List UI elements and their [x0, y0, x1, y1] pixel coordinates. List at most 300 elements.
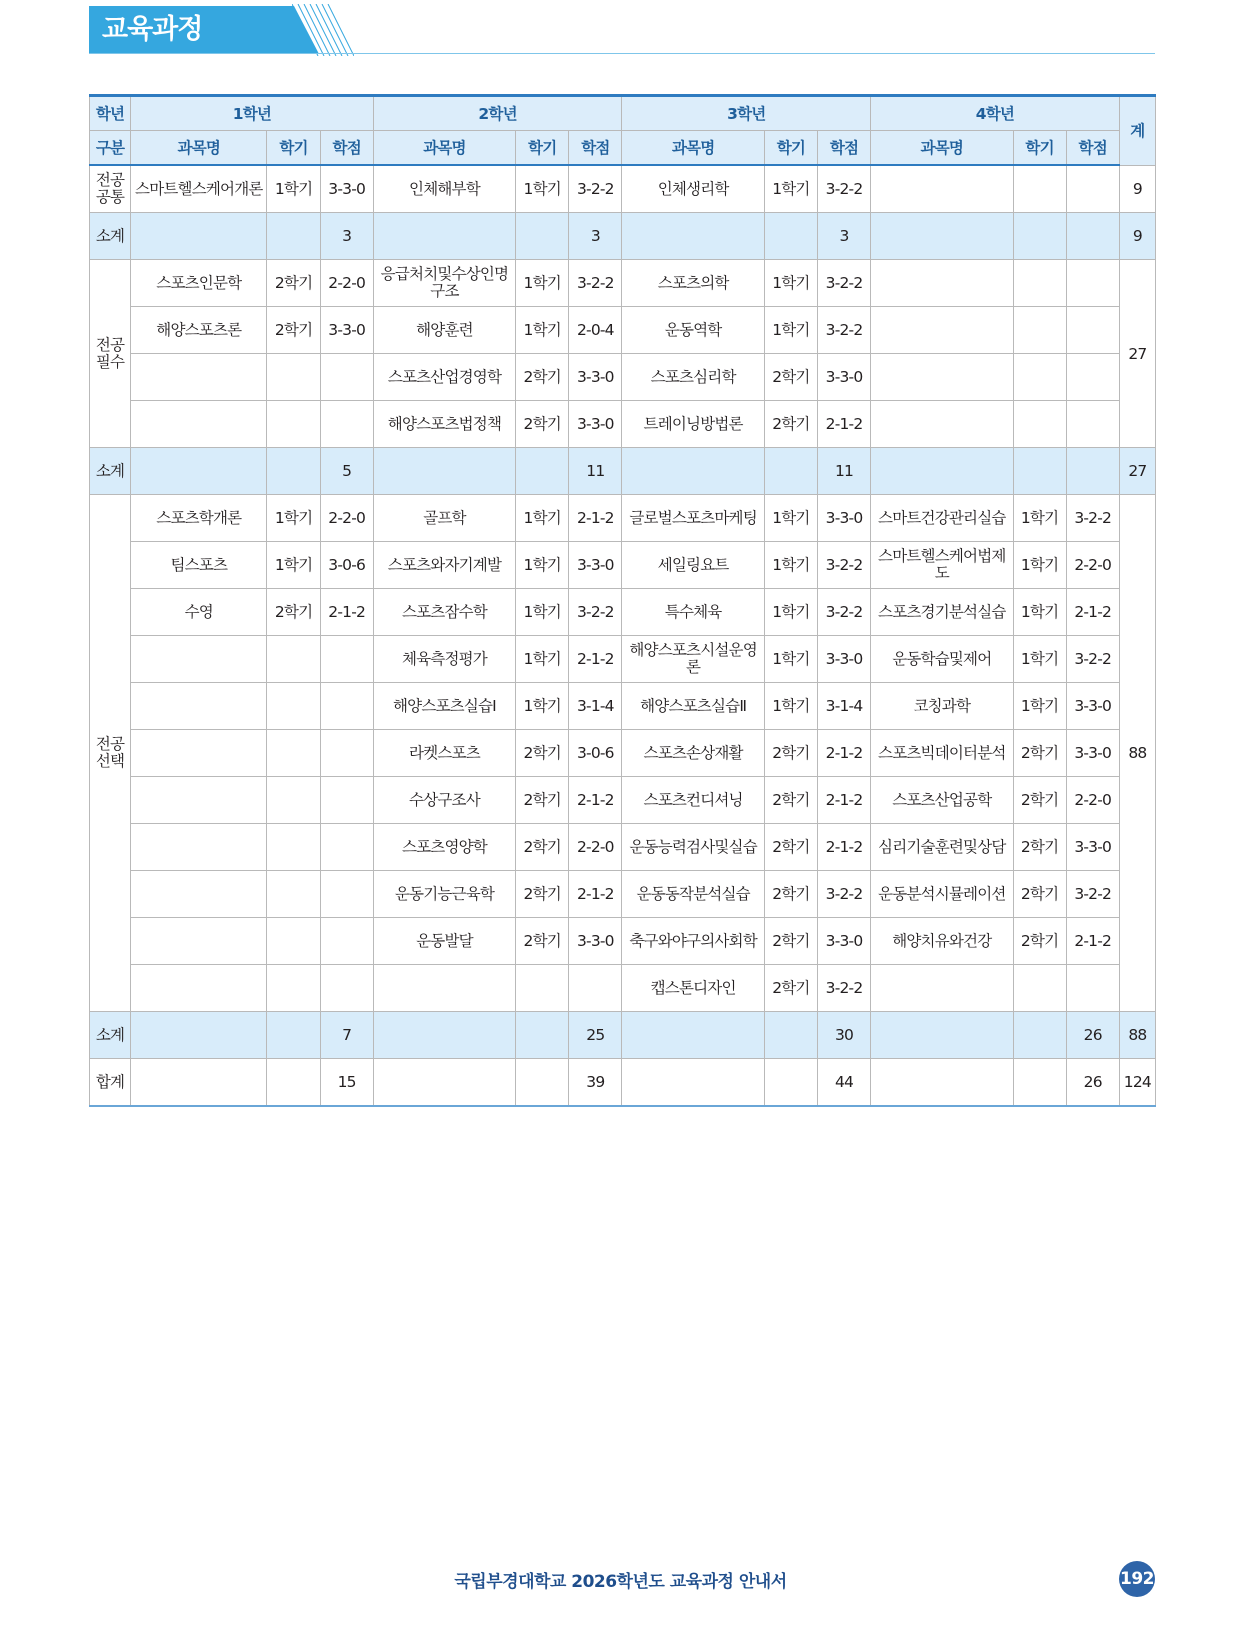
credit-cell: 3-3-0: [320, 165, 373, 213]
table-row: [90, 401, 1156, 448]
subject-cell: 스포츠경기분석실습: [871, 589, 1013, 636]
year-label: 학년: [90, 96, 131, 131]
subject-cell: 스포츠심리학: [622, 354, 764, 401]
subject-cell: 인체생리학: [622, 165, 764, 213]
grand-total-cell: [373, 1059, 515, 1107]
category-cell: 전공공통: [90, 165, 131, 213]
subtotal-cell: 11: [817, 448, 870, 495]
grand-total-cell: [764, 1059, 817, 1107]
credit-cell: 2-1-2: [817, 824, 870, 871]
credit-cell: [1066, 165, 1119, 213]
total-cell: 27: [1119, 260, 1155, 448]
semester-cell: 2학기: [764, 965, 817, 1012]
credit-cell: [320, 354, 373, 401]
semester-heading: 학기: [1013, 131, 1066, 166]
subject-cell: 해양스포츠실습Ⅱ: [622, 683, 764, 730]
footer-text: 국립부경대학교 2026학년도 교육과정 안내서: [454, 1572, 787, 1592]
credit-cell: 3-3-0: [1066, 683, 1119, 730]
table-row: [90, 871, 1156, 918]
subject-cell: 캡스톤디자인: [622, 965, 764, 1012]
subject-cell: 응급처치및수상인명구조: [373, 260, 515, 307]
subject-cell: 해양훈련: [373, 307, 515, 354]
subtotal-row: [90, 448, 1156, 495]
credit-cell: 2-2-0: [320, 495, 373, 542]
credit-cell: 2-1-2: [569, 636, 622, 683]
semester-cell: [267, 871, 320, 918]
subject-cell: 운동동작분석실습: [622, 871, 764, 918]
semester-cell: [267, 683, 320, 730]
subtotal-cell: [871, 213, 1013, 260]
subtotal-cell: [871, 448, 1013, 495]
credit-cell: 3-2-2: [817, 542, 870, 589]
table-row: [90, 777, 1156, 824]
grand-total-cell: [267, 1059, 320, 1107]
table-row: [90, 165, 1156, 213]
subject-cell: [131, 777, 267, 824]
header-rule: [89, 53, 1155, 54]
subject-cell: [131, 824, 267, 871]
semester-heading: 학기: [267, 131, 320, 166]
semester-cell: [267, 777, 320, 824]
subject-cell: [871, 965, 1013, 1012]
subject-cell: [131, 683, 267, 730]
subject-cell: 심리기술훈련및상담: [871, 824, 1013, 871]
credit-cell: 2-1-2: [817, 401, 870, 448]
credit-cell: 3-3-0: [817, 495, 870, 542]
subject-cell: 스마트헬스케어법제도: [871, 542, 1013, 589]
category-cell: 전공선택: [90, 495, 131, 1012]
subtotal-cell: [622, 448, 764, 495]
semester-cell: 2학기: [764, 777, 817, 824]
semester-cell: 2학기: [516, 354, 569, 401]
credit-cell: 3-2-2: [817, 589, 870, 636]
credit-cell: 3-3-0: [569, 918, 622, 965]
subtotal-cell: 3: [569, 213, 622, 260]
subject-heading: 과목명: [871, 131, 1013, 166]
subject-cell: 스포츠빅데이터분석: [871, 730, 1013, 777]
semester-cell: [1013, 354, 1066, 401]
semester-cell: 1학기: [516, 636, 569, 683]
table-row: [90, 589, 1156, 636]
credit-cell: 3-2-2: [1066, 636, 1119, 683]
grand-total-cell: 26: [1066, 1059, 1119, 1107]
subject-cell: 해양스포츠론: [131, 307, 267, 354]
subject-cell: [131, 965, 267, 1012]
semester-cell: 2학기: [267, 589, 320, 636]
subtotal-cell: [373, 1012, 515, 1059]
subject-cell: 해양스포츠법정책: [373, 401, 515, 448]
curriculum-table: [89, 94, 1156, 1107]
table-row: [90, 918, 1156, 965]
subtotal-cell: 3: [320, 213, 373, 260]
year-3-heading: 3학년: [622, 96, 871, 131]
credit-cell: [1066, 965, 1119, 1012]
subtotal-cell: [1013, 1012, 1066, 1059]
semester-cell: [267, 354, 320, 401]
subject-cell: 스포츠컨디셔닝: [622, 777, 764, 824]
credit-cell: 2-1-2: [569, 495, 622, 542]
semester-cell: 1학기: [267, 165, 320, 213]
subtotal-label: 소계: [90, 213, 131, 260]
subject-cell: 운동능력검사및실습: [622, 824, 764, 871]
semester-cell: 1학기: [516, 683, 569, 730]
subtotal-cell: [267, 213, 320, 260]
subject-cell: 수영: [131, 589, 267, 636]
credit-cell: 2-1-2: [1066, 589, 1119, 636]
table-row: [90, 965, 1156, 1012]
semester-cell: 2학기: [516, 401, 569, 448]
subject-cell: 트레이닝방법론: [622, 401, 764, 448]
grand-total-row: [90, 1059, 1156, 1107]
subtotal-cell: 11: [569, 448, 622, 495]
subtotal-cell: 9: [1119, 213, 1155, 260]
semester-cell: 1학기: [764, 307, 817, 354]
subject-cell: [131, 730, 267, 777]
header-row-columns: [90, 131, 1156, 166]
subject-cell: 운동학습및제어: [871, 636, 1013, 683]
subtotal-cell: [871, 1012, 1013, 1059]
semester-heading: 학기: [764, 131, 817, 166]
subject-cell: 운동발달: [373, 918, 515, 965]
credit-cell: [320, 824, 373, 871]
subject-cell: 스포츠학개론: [131, 495, 267, 542]
credit-cell: 3-3-0: [817, 918, 870, 965]
subject-cell: 해양스포츠시설운영론: [622, 636, 764, 683]
semester-cell: 1학기: [764, 589, 817, 636]
credit-cell: [320, 401, 373, 448]
semester-cell: 2학기: [764, 871, 817, 918]
semester-cell: [1013, 965, 1066, 1012]
credit-cell: 2-0-4: [569, 307, 622, 354]
semester-cell: 2학기: [516, 918, 569, 965]
credit-cell: 2-2-0: [1066, 777, 1119, 824]
semester-cell: 1학기: [516, 495, 569, 542]
credit-cell: 3-2-2: [817, 307, 870, 354]
subject-cell: 운동기능근육학: [373, 871, 515, 918]
credit-cell: [320, 918, 373, 965]
credit-cell: 2-2-0: [1066, 542, 1119, 589]
subtotal-label: 소계: [90, 448, 131, 495]
subject-cell: 스포츠잠수학: [373, 589, 515, 636]
total-cell: 9: [1119, 165, 1155, 213]
credit-cell: 3-3-0: [817, 636, 870, 683]
credit-cell: [320, 636, 373, 683]
subject-cell: [871, 354, 1013, 401]
page-title: 교육과정: [102, 14, 203, 45]
semester-cell: 1학기: [516, 165, 569, 213]
subtotal-cell: 5: [320, 448, 373, 495]
credit-cell: [1066, 401, 1119, 448]
subject-cell: 코칭과학: [871, 683, 1013, 730]
semester-cell: 1학기: [1013, 542, 1066, 589]
subject-cell: 스포츠손상재활: [622, 730, 764, 777]
subject-cell: 체육측정평가: [373, 636, 515, 683]
credit-cell: 2-2-0: [569, 824, 622, 871]
subject-cell: [131, 401, 267, 448]
credit-cell: 3-2-2: [569, 165, 622, 213]
semester-cell: 2학기: [764, 730, 817, 777]
credit-cell: [320, 871, 373, 918]
credit-cell: 3-3-0: [569, 401, 622, 448]
semester-cell: 2학기: [1013, 918, 1066, 965]
credit-cell: 3-3-0: [1066, 824, 1119, 871]
subject-cell: 골프학: [373, 495, 515, 542]
semester-cell: [1013, 260, 1066, 307]
semester-cell: [1013, 401, 1066, 448]
credit-cell: [1066, 354, 1119, 401]
subject-cell: [871, 401, 1013, 448]
subject-cell: 축구와야구의사회학: [622, 918, 764, 965]
credit-cell: 3-3-0: [320, 307, 373, 354]
table-row: [90, 636, 1156, 683]
subject-cell: 팀스포츠: [131, 542, 267, 589]
credit-cell: 3-2-2: [817, 165, 870, 213]
semester-cell: 1학기: [764, 260, 817, 307]
credit-cell: [320, 683, 373, 730]
table-row: [90, 824, 1156, 871]
semester-cell: 1학기: [267, 542, 320, 589]
subject-cell: 스마트건강관리실습: [871, 495, 1013, 542]
table-row: [90, 260, 1156, 307]
subject-cell: 세일링요트: [622, 542, 764, 589]
credit-cell: 3-2-2: [1066, 495, 1119, 542]
subtotal-cell: [764, 1012, 817, 1059]
credit-cell: [320, 730, 373, 777]
grand-total-cell: 124: [1119, 1059, 1155, 1107]
subtotal-cell: [1066, 213, 1119, 260]
header-stripes-decoration: [292, 4, 354, 56]
category-cell: 전공필수: [90, 260, 131, 448]
curriculum-table-body: [90, 165, 1156, 1106]
credit-cell: [320, 777, 373, 824]
credit-cell: 2-1-2: [817, 777, 870, 824]
semester-cell: [267, 965, 320, 1012]
semester-cell: [267, 824, 320, 871]
semester-cell: [516, 965, 569, 1012]
credit-cell: 3-3-0: [569, 354, 622, 401]
grand-total-cell: 39: [569, 1059, 622, 1107]
subtotal-cell: [1066, 448, 1119, 495]
semester-cell: [267, 401, 320, 448]
semester-cell: 1학기: [267, 495, 320, 542]
subject-cell: 스포츠인문학: [131, 260, 267, 307]
semester-cell: 1학기: [1013, 683, 1066, 730]
grand-total-cell: [131, 1059, 267, 1107]
credit-cell: 3-2-2: [569, 589, 622, 636]
page-number: 192: [1119, 1561, 1155, 1597]
subject-cell: 스포츠영양학: [373, 824, 515, 871]
credit-cell: [1066, 260, 1119, 307]
semester-cell: 2학기: [516, 824, 569, 871]
subject-cell: 스포츠산업경영학: [373, 354, 515, 401]
credit-cell: 3-2-2: [817, 871, 870, 918]
subject-cell: [131, 918, 267, 965]
subtotal-cell: 7: [320, 1012, 373, 1059]
subject-cell: 라켓스포츠: [373, 730, 515, 777]
subtotal-cell: 27: [1119, 448, 1155, 495]
credit-cell: [569, 965, 622, 1012]
semester-cell: 1학기: [1013, 636, 1066, 683]
subject-cell: 운동분석시뮬레이션: [871, 871, 1013, 918]
subject-heading: 과목명: [373, 131, 515, 166]
credit-heading: 학점: [569, 131, 622, 166]
subject-cell: 스포츠와자기계발: [373, 542, 515, 589]
subject-cell: 스마트헬스케어개론: [131, 165, 267, 213]
subtotal-cell: [1013, 448, 1066, 495]
credit-cell: 3-0-6: [320, 542, 373, 589]
subject-cell: 글로벌스포츠마케팅: [622, 495, 764, 542]
credit-cell: 3-3-0: [1066, 730, 1119, 777]
grand-total-cell: [871, 1059, 1013, 1107]
credit-cell: 3-1-4: [569, 683, 622, 730]
semester-cell: 1학기: [764, 542, 817, 589]
subtotal-label: 소계: [90, 1012, 131, 1059]
semester-cell: 1학기: [516, 307, 569, 354]
semester-cell: 1학기: [764, 683, 817, 730]
credit-cell: 3-2-2: [569, 260, 622, 307]
credit-cell: [320, 965, 373, 1012]
semester-cell: 1학기: [764, 165, 817, 213]
table-row: [90, 683, 1156, 730]
credit-cell: 2-1-2: [320, 589, 373, 636]
grand-total-cell: [516, 1059, 569, 1107]
credit-cell: 2-1-2: [1066, 918, 1119, 965]
credit-cell: 3-1-4: [817, 683, 870, 730]
total-cell: 88: [1119, 495, 1155, 1012]
table-row: [90, 495, 1156, 542]
subject-cell: 스포츠산업공학: [871, 777, 1013, 824]
credit-cell: 3-2-2: [817, 260, 870, 307]
semester-cell: 1학기: [516, 542, 569, 589]
subject-cell: [871, 260, 1013, 307]
subtotal-cell: [267, 448, 320, 495]
semester-cell: 1학기: [764, 636, 817, 683]
table-row: [90, 354, 1156, 401]
subtotal-cell: [516, 1012, 569, 1059]
subtotal-cell: [764, 213, 817, 260]
subject-cell: 스포츠의학: [622, 260, 764, 307]
grand-total-label: 합계: [90, 1059, 131, 1107]
year-4-heading: 4학년: [871, 96, 1120, 131]
subtotal-cell: 3: [817, 213, 870, 260]
semester-cell: 1학기: [1013, 495, 1066, 542]
subject-cell: [373, 965, 515, 1012]
semester-cell: 1학기: [516, 260, 569, 307]
subtotal-cell: [622, 1012, 764, 1059]
year-2-heading: 2학년: [373, 96, 622, 131]
subtotal-row: [90, 213, 1156, 260]
table-row: [90, 307, 1156, 354]
subtotal-cell: [516, 448, 569, 495]
subtotal-cell: [267, 1012, 320, 1059]
credit-cell: 2-1-2: [569, 871, 622, 918]
semester-cell: 2학기: [764, 401, 817, 448]
table-row: [90, 542, 1156, 589]
header-row-year: [90, 96, 1156, 131]
semester-cell: [267, 918, 320, 965]
grand-total-cell: [622, 1059, 764, 1107]
subtotal-cell: [131, 213, 267, 260]
credit-cell: 2-1-2: [817, 730, 870, 777]
credit-cell: [1066, 307, 1119, 354]
semester-cell: 2학기: [1013, 824, 1066, 871]
subject-cell: 특수체육: [622, 589, 764, 636]
semester-cell: 1학기: [1013, 589, 1066, 636]
semester-cell: [1013, 165, 1066, 213]
subject-cell: 인체해부학: [373, 165, 515, 213]
subtotal-cell: [764, 448, 817, 495]
subtotal-cell: [1013, 213, 1066, 260]
subject-cell: [131, 354, 267, 401]
subject-heading: 과목명: [622, 131, 764, 166]
year-1-heading: 1학년: [131, 96, 374, 131]
subtotal-cell: 26: [1066, 1012, 1119, 1059]
semester-cell: 2학기: [516, 871, 569, 918]
table-row: [90, 730, 1156, 777]
semester-cell: 2학기: [1013, 871, 1066, 918]
subject-cell: 해양치유와건강: [871, 918, 1013, 965]
semester-cell: 2학기: [267, 307, 320, 354]
subtotal-cell: 88: [1119, 1012, 1155, 1059]
subtotal-row: [90, 1012, 1156, 1059]
subject-cell: [131, 871, 267, 918]
grand-total-cell: 44: [817, 1059, 870, 1107]
subject-cell: 수상구조사: [373, 777, 515, 824]
subtotal-cell: 25: [569, 1012, 622, 1059]
semester-cell: 1학기: [764, 495, 817, 542]
subtotal-cell: [373, 448, 515, 495]
subject-cell: 해양스포츠실습Ⅰ: [373, 683, 515, 730]
semester-cell: 2학기: [764, 918, 817, 965]
subject-cell: [871, 165, 1013, 213]
total-heading: 계: [1119, 96, 1155, 166]
subject-heading: 과목명: [131, 131, 267, 166]
credit-heading: 학점: [1066, 131, 1119, 166]
semester-cell: 2학기: [764, 354, 817, 401]
semester-cell: 2학기: [267, 260, 320, 307]
subject-cell: [131, 636, 267, 683]
credit-heading: 학점: [320, 131, 373, 166]
credit-cell: 3-2-2: [817, 965, 870, 1012]
credit-cell: 2-2-0: [320, 260, 373, 307]
credit-cell: 3-3-0: [569, 542, 622, 589]
credit-cell: 2-1-2: [569, 777, 622, 824]
category-label: 구분: [90, 131, 131, 166]
subject-cell: 운동역학: [622, 307, 764, 354]
subtotal-cell: 30: [817, 1012, 870, 1059]
subtotal-cell: [622, 213, 764, 260]
semester-cell: 1학기: [516, 589, 569, 636]
credit-cell: 3-2-2: [1066, 871, 1119, 918]
semester-cell: 2학기: [764, 824, 817, 871]
credit-cell: 3-0-6: [569, 730, 622, 777]
semester-cell: 2학기: [516, 777, 569, 824]
semester-heading: 학기: [516, 131, 569, 166]
semester-cell: 2학기: [516, 730, 569, 777]
subject-cell: [871, 307, 1013, 354]
semester-cell: [1013, 307, 1066, 354]
subtotal-cell: [131, 448, 267, 495]
subtotal-cell: [131, 1012, 267, 1059]
subtotal-cell: [373, 213, 515, 260]
semester-cell: 2학기: [1013, 777, 1066, 824]
subtotal-cell: [516, 213, 569, 260]
semester-cell: [267, 636, 320, 683]
grand-total-cell: 15: [320, 1059, 373, 1107]
grand-total-cell: [1013, 1059, 1066, 1107]
semester-cell: 2학기: [1013, 730, 1066, 777]
semester-cell: [267, 730, 320, 777]
